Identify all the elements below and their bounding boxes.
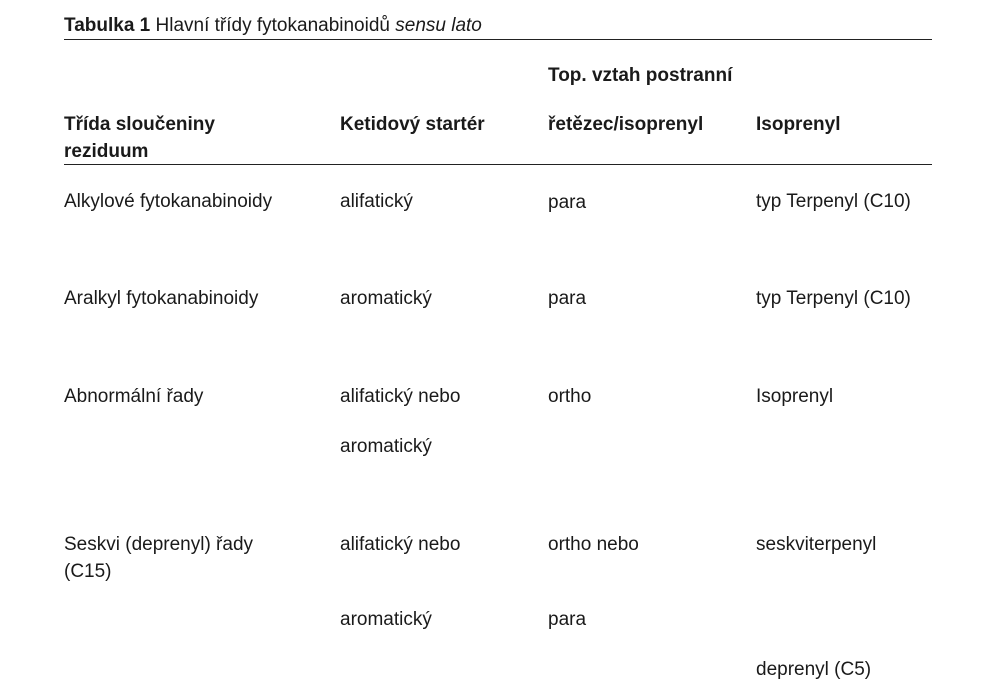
cell-starter-line2: aromatický [340,609,432,630]
cell-class-line1: Seskvi (deprenyl) řady [64,534,254,555]
header-col3-line1: Top. vztah postranní [548,65,733,86]
header-col2: Ketidový startér [340,114,485,135]
table-header-rule [64,164,932,165]
cell-starter-line1: alifatický nebo [340,386,461,407]
caption-label: Tabulka 1 [64,15,151,36]
cell-class: Aralkyl fytokanabinoidy [64,288,259,309]
cell-isoprenyl-line1: seskviterpenyl [756,534,877,555]
cell-starter-line1: alifatický nebo [340,534,461,555]
cell-class: Alkylové fytokanabinoidy [64,191,273,212]
caption-emphasis: sensu lato [395,15,482,36]
table-caption [64,14,482,38]
header-col4: Isoprenyl [756,114,841,135]
cell-starter: alifatický [340,191,413,212]
cell-relation-line2: para [548,609,587,630]
cell-starter-line2: aromatický [340,436,432,457]
cell-isoprenyl-line2: deprenyl (C5) [756,659,872,680]
cell-isoprenyl: Isoprenyl [756,386,834,407]
cell-starter: aromatický [340,288,432,309]
cell-isoprenyl: typ Terpenyl (C10) [756,288,911,309]
cell-relation: para [548,288,587,309]
header-col3-line2: řetězec/isoprenyl [548,114,704,135]
caption-text: Hlavní třídy fytokanabinoidů [150,15,396,36]
header-col1-line2: reziduum [64,141,149,162]
header-col1-line1: Třída sloučeniny [64,114,215,135]
cell-isoprenyl: typ Terpenyl (C10) [756,191,911,212]
cell-class: Abnormální řady [64,386,204,407]
cell-relation: ortho [548,386,592,407]
cell-relation-line1: ortho nebo [548,534,639,555]
table-top-rule [64,39,932,40]
cell-relation: para [548,192,587,213]
cell-class-line2: (C15) [64,561,112,582]
